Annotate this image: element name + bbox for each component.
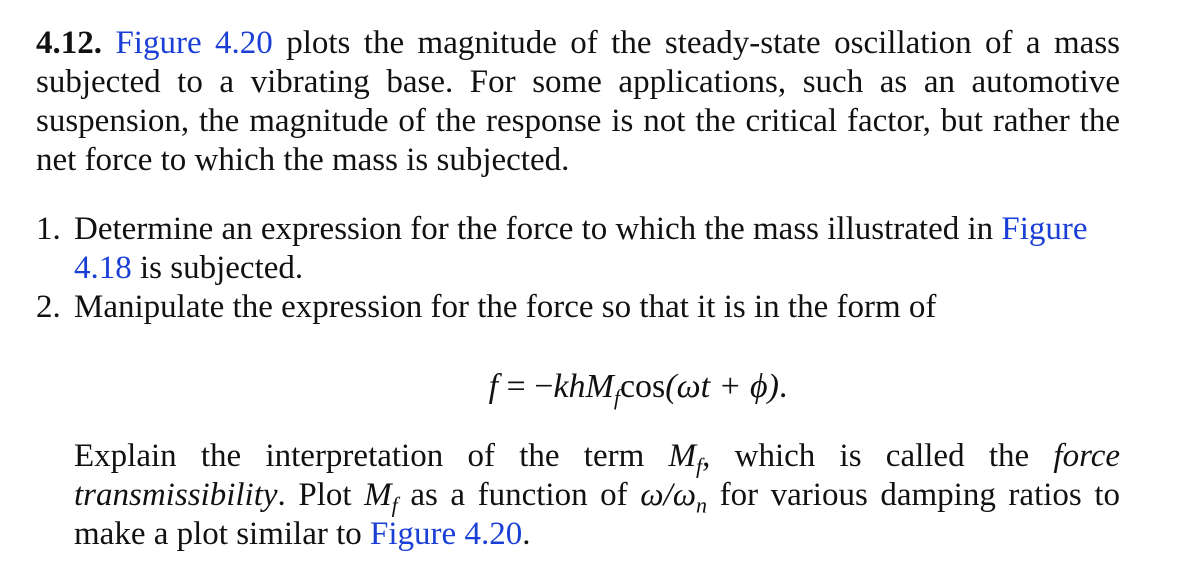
problem-number: 4.12. [36,25,102,61]
force-transmissibility-term: force transmissibility [74,438,1120,513]
equation-period: . [778,368,788,405]
task-item-1 [36,210,1120,288]
task-1-text-before: Determine an expression for the force to which the mass illustrated in [74,211,1002,247]
equation-argument: (ωt + ϕ) [665,368,779,405]
term-m-2: M [364,477,392,513]
task-2-text: Manipulate the expression for the force so that it is in the form of [74,289,937,325]
explain-part-2: , which is called the [702,438,1054,474]
equation-lhs: f [488,368,499,405]
omega-ratio-subscript: n [696,492,708,518]
figure-link-4-18[interactable]: Figure 4.18 [74,211,1088,286]
equation-khm: khM [553,368,614,405]
omega-ratio: ω/ω [640,477,697,513]
problem-intro [36,24,1120,180]
explain-part-6: . [522,516,531,552]
force-equation [36,367,1120,410]
term-m: M [668,438,697,474]
task-number-2: 2. [36,289,61,325]
explain-part-3: . Plot [277,477,365,513]
equation-equals: = − [498,368,554,405]
explain-part-5: for various damping ratios to make a plot similar to [74,477,1120,552]
task-number-1: 1. [36,211,61,247]
figure-link-4-20-second[interactable]: Figure 4.20 [370,516,523,552]
explain-part-1: Explain the interpretation of the term [74,438,669,474]
equation-cos: cos [619,368,666,405]
problem-page [36,24,1120,554]
explanation-paragraph [74,437,1120,554]
explain-part-4: as a function of [397,477,641,513]
intro-text: plots the magnitude of the steady-state oscillation of a mass subjected to a vibrating base. For some applications, such as an automotive suspension, the magnitude of the response is not the critical factor, but rather the net force to which the mass is subjected. [36,25,1121,178]
figure-link-4-20[interactable]: Figure 4.20 [115,25,273,61]
task-item-2 [36,288,1120,327]
task-1-text-after: is subjected. [131,250,304,286]
term-m-subscript: f [696,453,703,479]
task-list [36,210,1120,327]
term-m-2-subscript: f [391,492,398,518]
equation-subscript-f: f [613,384,620,410]
